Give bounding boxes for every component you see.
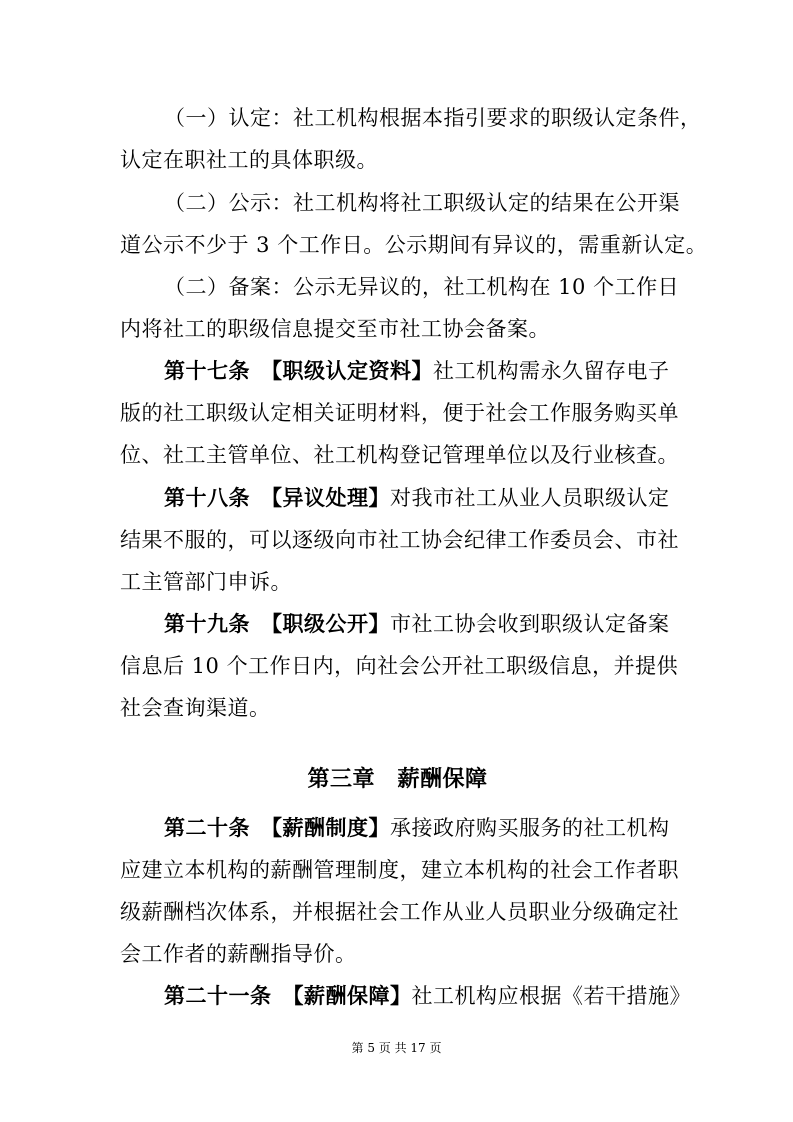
article-20-first-line: 第二十条 【薪酬制度】承接政府购买服务的社工机构: [164, 816, 670, 840]
paragraph-line: 认定在职社工的具体职级。: [120, 148, 378, 172]
article-heading: 第二十条 【薪酬制度】: [164, 816, 390, 840]
paragraph-line: 道公示不少于 3 个工作日。公示期间有异议的，需重新认定。: [120, 233, 708, 257]
paragraph-line: （二）公示：社工机构将社工职级认定的结果在公开渠: [164, 191, 680, 215]
paragraph-line: （一）认定：社工机构根据本指引要求的职级认定条件，: [164, 106, 702, 130]
paragraph-line: 工主管部门申诉。: [120, 570, 292, 594]
page-footer: 第 5 页 共 17 页: [351, 1041, 442, 1055]
paragraph-line: 社会查询渠道。: [120, 696, 271, 720]
paragraph-line: 结果不服的，可以逐级向市社工协会纪律工作委员会、市社: [120, 528, 679, 552]
paragraph-line: 位、社工主管单位、社工机构登记管理单位以及行业核查。: [120, 443, 679, 467]
article-heading: 第十七条 【职级认定资料】: [164, 359, 433, 383]
paragraph-line: （二）备案：公示无异议的，社工机构在 10 个工作日: [164, 275, 680, 299]
chapter-title: 第三章 薪酬保障: [307, 767, 488, 792]
article-heading: 第十九条 【职级公开】: [164, 612, 390, 636]
article-17-first-line: 第十七条 【职级认定资料】社工机构需永久留存电子: [164, 359, 670, 383]
article-19-first-line: 第十九条 【职级公开】市社工协会收到职级认定备案: [164, 612, 670, 636]
paragraph-line: 级薪酬档次体系，并根据社会工作从业人员职业分级确定社: [120, 900, 679, 924]
paragraph-line: 应建立本机构的薪酬管理制度，建立本机构的社会工作者职: [120, 858, 679, 882]
article-18-first-line: 第十八条 【异议处理】对我市社工从业人员职级认定: [164, 486, 670, 510]
paragraph-line: 内将社工的职级信息提交至市社工协会备案。: [120, 317, 550, 341]
article-heading: 第十八条 【异议处理】: [164, 486, 390, 510]
article-21-first-line: 第二十一条 【薪酬保障】社工机构应根据《若干措施》: [164, 984, 691, 1008]
paragraph-line: 会工作者的薪酬指导价。: [120, 942, 357, 966]
paragraph-line: 信息后 10 个工作日内，向社会公开社工职级信息，并提供: [120, 654, 679, 678]
article-heading: 第二十一条 【薪酬保障】: [164, 984, 412, 1008]
paragraph-line: 版的社工职级认定相关证明材料，便于社会工作服务购买单: [120, 401, 679, 425]
